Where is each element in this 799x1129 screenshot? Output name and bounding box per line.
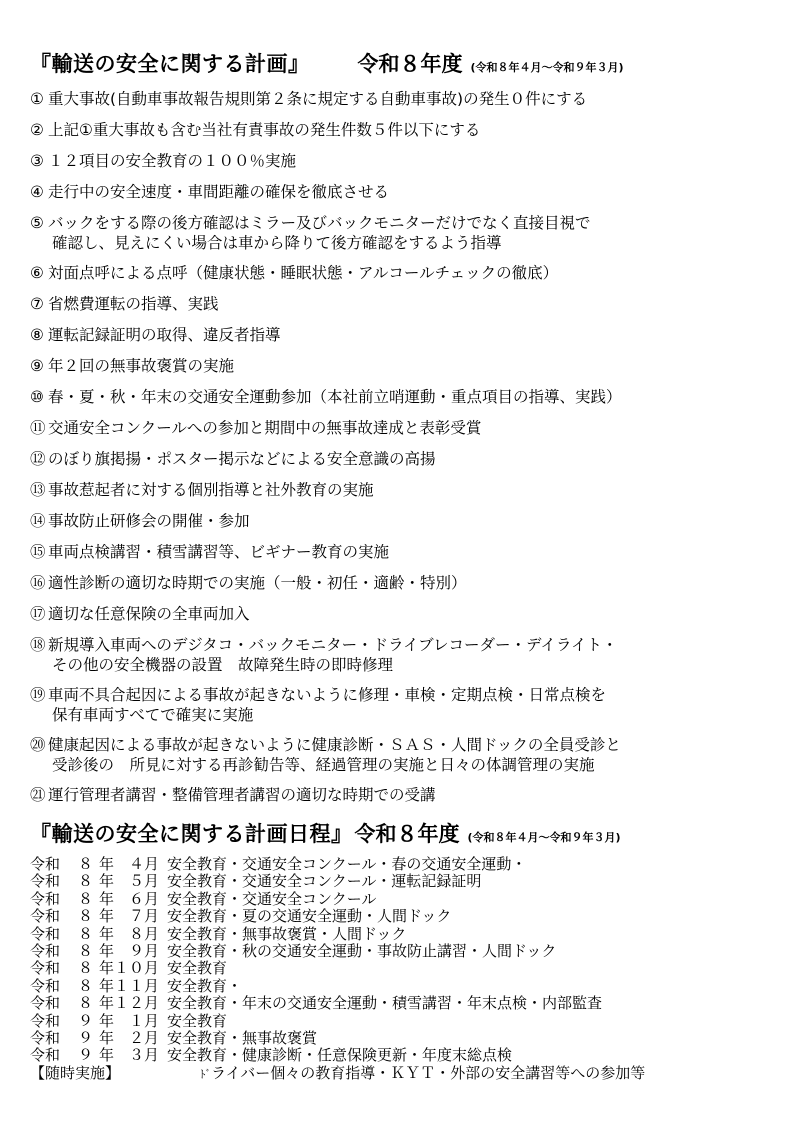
plan-range: (令和８年４月～令和９年３月) (470, 61, 624, 74)
schedule-year-number: ８ (78, 959, 94, 978)
schedule-era: 令和 (30, 889, 61, 908)
plan-item-line: １２項目の安全教育の１００％実施 (48, 152, 297, 170)
schedule-row (30, 978, 795, 995)
plan-item (30, 294, 795, 314)
plan-item-number: ⑭ (30, 512, 46, 530)
plan-item-text (48, 151, 795, 171)
schedule-activities: 安全教育・交通安全コンクール・春の交通安全運動・ (167, 855, 527, 873)
schedule-era: 令和 (30, 959, 61, 978)
plan-item (30, 418, 795, 438)
plan-item-number: ⑥ (30, 264, 44, 282)
schedule-activities: 安全教育・年末の交通安全運動・積雪講習・年末点検・内部監査 (167, 994, 603, 1013)
schedule-activities: 安全教育・健康診断・任意保険更新・年度末総点検 (167, 1046, 513, 1065)
plan-item-text (48, 89, 795, 109)
plan-item-line: 春・夏・秋・年末の交通安全運動参加（本社前立哨運動・重点項目の指導、実践） (48, 388, 622, 406)
plan-item (30, 182, 795, 202)
plan-item-number: ⑲ (30, 686, 46, 704)
plan-item-number: ⑮ (30, 543, 46, 561)
plan-item-text (48, 449, 795, 469)
plan-item-text (48, 294, 795, 314)
schedule-year-number: ９ (78, 1011, 94, 1030)
plan-item (30, 89, 795, 109)
schedule-activities: 安全教育・ (167, 976, 243, 995)
plan-item-text (48, 387, 795, 407)
plan-item (30, 604, 795, 624)
plan-item-line: 交通安全コンクールへの参加と期間中の無事故達成と表彰受賞 (48, 419, 482, 437)
schedule-row (30, 1030, 795, 1047)
plan-item-text (48, 785, 795, 805)
schedule-year-number: ９ (78, 1046, 94, 1065)
schedule-year-number: ８ (78, 994, 94, 1013)
plan-item-number: ⑤ (30, 214, 44, 232)
schedule-activities: 安全教育・無事故褒賞 (167, 1029, 318, 1048)
schedule-row (30, 873, 795, 890)
plan-item-number: ⑫ (30, 450, 46, 468)
plan-item-text (48, 325, 795, 345)
plan-item-text (48, 356, 795, 376)
plan-item-line: 上記①重大事故も含む当社有責事故の発生件数５件以下にする (48, 121, 481, 139)
schedule-activities: 安全教育・無事故褒賞・人間ドック (167, 924, 407, 943)
schedule-activities: 安全教育・夏の交通安全運動・人間ドック (167, 907, 452, 926)
plan-item (30, 785, 795, 805)
plan-item (30, 685, 795, 725)
schedule-activities: 安全教育・秋の交通安全運動・事故防止講習・人間ドック (167, 942, 557, 961)
footer-label: 【随時実施】 (30, 1063, 121, 1082)
plan-item (30, 263, 795, 283)
plan-item-line: 事故惹起者に対する個別指導と社外教育の実施 (48, 481, 374, 499)
schedule-row (30, 995, 795, 1012)
plan-item-number: ⑧ (30, 326, 44, 344)
plan-item-line: 重大事故(自動車事故報告規則第２条に規定する自動車事故)の発生０件にする (48, 90, 588, 108)
plan-item-text (48, 735, 795, 775)
plan-item-line: 適切な任意保険の全車両加入 (48, 605, 250, 623)
plan-item-line: 受診後の 所見に対する再診勧告等、経過管理の実施と日々の体調管理の実施 (52, 756, 595, 774)
plan-item (30, 573, 795, 593)
schedule-era: 令和 (30, 855, 61, 873)
plan-item-number: ⑨ (30, 357, 44, 375)
plan-item-line: 車両点検講習・積雪講習等、ビギナー教育の実施 (48, 543, 390, 561)
plan-item (30, 356, 795, 376)
plan-item-text (48, 120, 795, 140)
plan-item-number: ② (30, 121, 44, 139)
schedule-row (30, 891, 795, 908)
schedule-month: 年 ６月 (98, 889, 159, 908)
schedule-year-number: ８ (78, 872, 94, 891)
plan-item-number: ⑩ (30, 388, 44, 406)
schedule-activities: 安全教育・交通安全コンクール (167, 889, 377, 908)
plan-heading (30, 48, 790, 78)
schedule-month: 年 ２月 (98, 1029, 159, 1048)
plan-item-number: ⑰ (30, 605, 46, 623)
schedule-year-number: ９ (78, 1029, 94, 1048)
plan-item (30, 635, 795, 675)
plan-item (30, 542, 795, 562)
plan-item-line: 確認し、見えにくい場合は車から降りて後方確認をするよう指導 (52, 234, 502, 252)
schedule-title: 『輸送の安全に関する計画日程』 (30, 822, 353, 846)
schedule-range: (令和８年４月～令和９年３月) (467, 831, 621, 844)
plan-item-line: バックをする際の後方確認はミラー及びバックモニターだけでなく直接目視で (48, 214, 591, 232)
schedule-era: 令和 (30, 942, 61, 961)
plan-item-line: 新規導入車両へのデジタコ・バックモニター・ドライブレコーダー・デイライト・ (48, 636, 618, 654)
footer-text (200, 1065, 795, 1083)
plan-item-line: その他の安全機器の設置 故障発生時の即時修理 (52, 656, 394, 674)
plan-item-number: ⑬ (30, 481, 46, 499)
plan-item-line: 適性診断の適切な時期での実施（一般・初任・適齢・特別） (48, 574, 467, 592)
plan-item-text (48, 573, 795, 593)
plan-item-number: ③ (30, 152, 44, 170)
schedule-month: 年１１月 (98, 976, 159, 995)
plan-item-line: 年２回の無事故褒賞の実施 (48, 357, 235, 375)
schedule-footer (30, 1065, 795, 1083)
plan-item-line: 健康起因による事故が起きないように健康診断・ＳＡＳ・人間ドックの全員受診と (48, 736, 621, 754)
schedule-activities: 安全教育・交通安全コンクール・運転記録証明 (167, 872, 482, 891)
plan-item-line: 車両不具合起因による事故が起きないように修理・車検・定期点検・日常点検を (48, 686, 607, 704)
schedule-year-number: ８ (78, 976, 94, 995)
schedule-era: 令和 (30, 907, 61, 926)
schedule-row (30, 856, 795, 873)
schedule-era: 令和 (30, 1011, 61, 1030)
schedule-month: 年 ９月 (98, 942, 159, 961)
schedule-month: 年 ７月 (98, 907, 159, 926)
plan-item-list (30, 89, 795, 816)
schedule-row (30, 926, 795, 943)
schedule-era: 令和 (30, 872, 61, 891)
schedule-month: 年 ３月 (98, 1046, 159, 1065)
schedule-list (30, 856, 795, 1083)
plan-title: 『輸送の安全に関する計画』 (30, 52, 310, 76)
plan-item (30, 120, 795, 140)
plan-item-number: ④ (30, 183, 44, 201)
schedule-era: 令和 (30, 1029, 61, 1048)
schedule-year-number: ８ (78, 942, 94, 961)
schedule-row (30, 908, 795, 925)
plan-item-number: ⑳ (30, 736, 46, 754)
plan-item-line: 保有車両すべてで確実に実施 (52, 706, 254, 724)
plan-year: 令和８年度 (357, 52, 463, 76)
schedule-heading (30, 818, 790, 848)
plan-item-line: 走行中の安全速度・車間距離の確保を徹底させる (48, 183, 390, 201)
plan-item-text (48, 418, 795, 438)
plan-item-text (48, 604, 795, 624)
plan-item-number: ① (30, 90, 44, 108)
plan-item-text (48, 511, 795, 531)
plan-item (30, 387, 795, 407)
schedule-month: 年 ８月 (98, 924, 159, 943)
schedule-month: 年１０月 (98, 959, 159, 978)
plan-item-text (48, 635, 795, 675)
plan-item-number: ㉑ (30, 786, 46, 804)
footer-text-prefix: ﾄﾞ (200, 1067, 211, 1081)
schedule-era: 令和 (30, 924, 61, 943)
plan-item-text (48, 213, 795, 253)
schedule-year: 令和８年度 (354, 822, 460, 846)
schedule-month: 年 ４月 (98, 855, 159, 873)
plan-item (30, 735, 795, 775)
schedule-month: 年１２月 (98, 994, 159, 1013)
plan-item-text (48, 263, 795, 283)
schedule-era: 令和 (30, 994, 61, 1013)
plan-item-text (48, 685, 795, 725)
plan-item-line: 事故防止研修会の開催・参加 (48, 512, 250, 530)
schedule-month: 年 ５月 (98, 872, 159, 891)
plan-item-line: 運行管理者講習・整備管理者講習の適切な時期での受講 (48, 786, 436, 804)
schedule-activities: 安全教育 (167, 959, 228, 978)
schedule-month: 年 １月 (98, 1011, 159, 1030)
schedule-row (30, 943, 795, 960)
footer-text-body: ライバー個々の教育指導・ＫＹＴ・外部の安全講習等への参加等 (211, 1063, 646, 1082)
plan-item-text (48, 182, 795, 202)
schedule-activities: 安全教育 (167, 1011, 228, 1030)
plan-item-number: ⑦ (30, 295, 44, 313)
plan-item (30, 213, 795, 253)
plan-item-text (48, 480, 795, 500)
plan-item (30, 151, 795, 171)
plan-item (30, 449, 795, 469)
plan-item-text (48, 542, 795, 562)
schedule-row (30, 1047, 795, 1064)
plan-item-line: 運転記録証明の取得、違反者指導 (48, 326, 281, 344)
plan-item-number: ⑪ (30, 419, 46, 437)
schedule-year-number: ８ (78, 924, 94, 943)
plan-item-line: 省燃費運転の指導、実践 (48, 295, 219, 313)
plan-item-line: 対面点呼による点呼（健康状態・睡眠状態・アルコールチェックの徹底） (48, 264, 559, 282)
plan-item-number: ⑯ (30, 574, 46, 592)
plan-item (30, 511, 795, 531)
plan-item-number: ⑱ (30, 636, 46, 654)
schedule-row (30, 960, 795, 977)
plan-item-line: のぼり旗掲揚・ポスター掲示などによる安全意識の高揚 (48, 450, 436, 468)
plan-item (30, 325, 795, 345)
plan-item (30, 480, 795, 500)
schedule-era: 令和 (30, 976, 61, 995)
schedule-year-number: ８ (78, 889, 94, 908)
schedule-row (30, 1013, 795, 1030)
schedule-year-number: ８ (78, 907, 94, 926)
schedule-era: 令和 (30, 1046, 61, 1065)
schedule-year-number: ８ (78, 855, 94, 873)
